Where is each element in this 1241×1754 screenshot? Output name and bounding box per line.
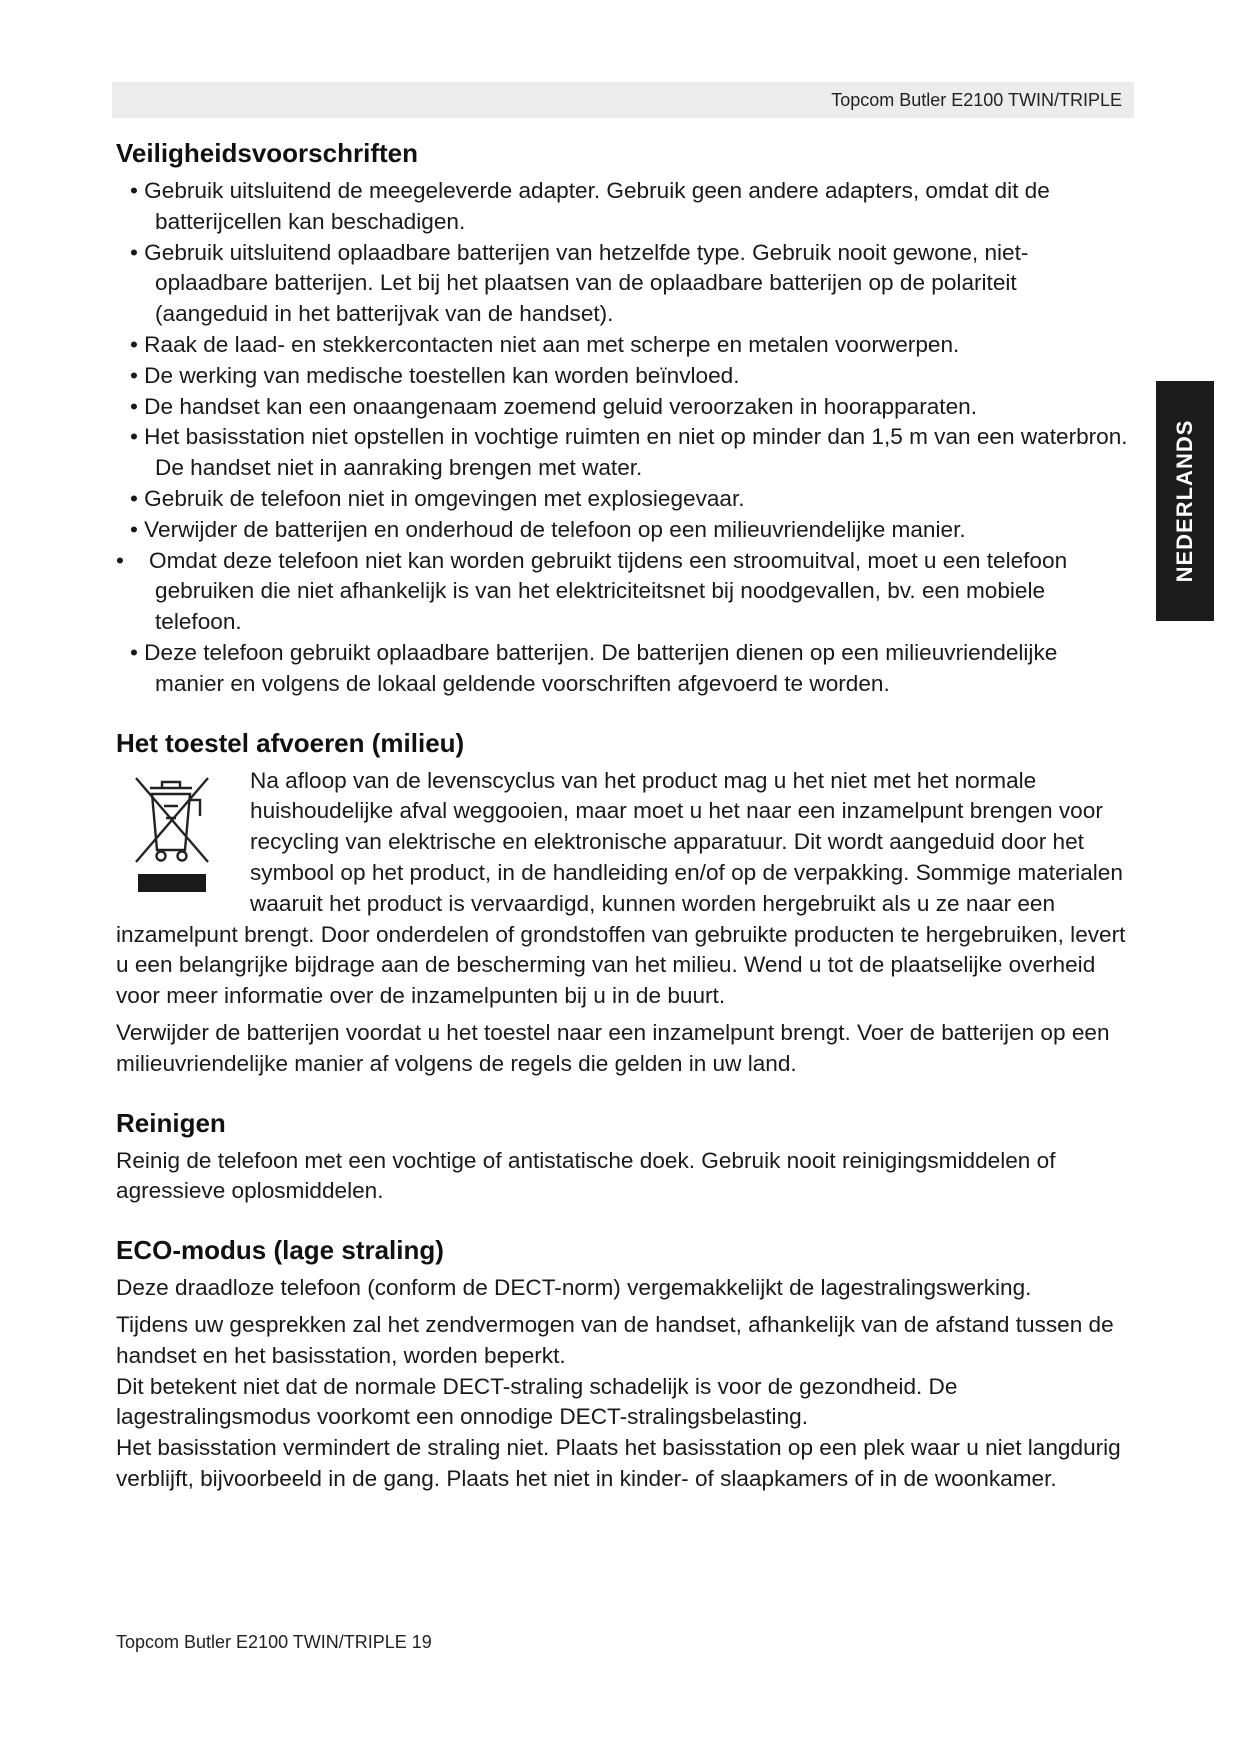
eco-paragraph-1: Deze draadloze telefoon (conform de DECT-norm) vergemakkelijkt de lagestralingswerking. [116,1275,1032,1301]
eco-paragraph-4: Het basisstation vermindert de straling niet. Plaats het basisstation op een plek waar u niet langdurig verblijft, bijvoorbeeld in de gang. Plaats het niet in kinder- of slaapkamers of in de woonkamer. [116,1435,1121,1491]
cleaning-title: Reinigen [116,1107,226,1138]
safety-item: • Het basisstation niet opstellen in vochtige ruimten en niet op minder dan 1,5 m van een waterbron. De handset niet in aanraking brengen met water. [130,424,1128,481]
safety-list [116,176,1132,700]
disposal-title: Het toestel afvoeren (milieu) [116,727,465,758]
safety-item: • Omdat deze telefoon niet kan worden gebruikt tijdens een stroomuitval, moet u een telefoon gebruiken die niet afhankelijk is van het elektriciteitsnet bij noodgevallen, bv. een mobiele telefoon. [116,547,1074,635]
crossed-out-wheelie-bin-icon [116,766,226,901]
safety-item: • Gebruik uitsluitend de meegeleverde adapter. Gebruik geen andere adapters, omdat dit de batterijcellen kan beschadigen. [130,178,1050,234]
cleaning-section [116,1106,1132,1208]
disposal-paragraph-1: Na afloop van de levenscyclus van het product mag u het niet met het normale huishoudelijke afval weggooien, maar moet u het naar een inzamelpunt brengen voor recycling van elektrische en elektronische apparatuur. Dit wordt aangeduid door het symbool op het product, in de handleiding en/of op de verpakking. Sommige materialen waaruit het product is vervaardigd, kunnen worden hergebruikt als u ze naar een inzamelpunt brengt. Door onderdelen of grondstoffen van gebruikte producten te hergebruiken, levert u een belangrijke bijdrage aan de bescherming van het milieu. Wend u tot de plaatselijke overheid voor meer informatie over de inzamelpunten bij u in de buurt. [116,767,1126,1009]
safety-item: • De handset kan een onaangenaam zoemend geluid veroorzaken in hoorapparaten. [130,393,977,419]
safety-item: • De werking van medische toestellen kan worden beïnvloed. [130,362,740,388]
safety-section [116,136,1132,700]
eco-title: ECO-modus (lage straling) [116,1235,444,1266]
language-tab-label: NEDERLANDS [1172,419,1197,583]
disposal-block [116,766,1132,1080]
disposal-paragraph-2: Verwijder de batterijen voordat u het toestel naar een inzamelpunt brengt. Voer de batterijen op een milieuvriendelijke manier af volgens de regels die gelden in uw land. [116,1019,1110,1076]
footer-product: Topcom Butler E2100 TWIN/TRIPLE [116,1632,407,1652]
cleaning-paragraph: Reinig de telefoon met een vochtige of antistatische doek. Gebruik nooit reinigingsmiddelen of agressieve oplosmiddelen. [116,1147,1056,1204]
page-footer [116,1632,432,1653]
safety-item: • Gebruik uitsluitend oplaadbare batterijen van hetzelfde type. Gebruik nooit gewone, niet-oplaadbare batterijen. Let bij het plaatsen van de oplaadbare batterijen op de polariteit (aangeduid in het batterijvak van de handset). [130,239,1029,327]
safety-item: • Verwijder de batterijen en onderhoud de telefoon op een milieuvriendelijke manier. [130,516,966,542]
safety-item: • Raak de laad- en stekkercontacten niet aan met scherpe en metalen voorwerpen. [130,331,960,357]
eco-section [116,1233,1132,1495]
safety-title: Veiligheidsvoorschriften [116,138,418,168]
page-header [112,82,1134,118]
safety-item: • Gebruik de telefoon niet in omgevingen met explosiegevaar. [130,485,745,511]
header-title: Topcom Butler E2100 TWIN/TRIPLE [831,90,1122,110]
language-tab [1156,381,1214,621]
eco-paragraph-2: Tijdens uw gesprekken zal het zendvermogen van de handset, afhankelijk van de afstand tussen de handset en het basisstation, worden beperkt. [116,1311,1114,1368]
page-content [116,136,1132,1495]
eco-paragraph-3: Dit betekent niet dat de normale DECT-straling schadelijk is voor de gezondheid. De lagestralingsmodus voorkomt een onnodige DECT-stralingsbelasting. [116,1373,958,1430]
safety-item: • Deze telefoon gebruikt oplaadbare batterijen. De batterijen dienen op een milieuvriendelijke manier en volgens de lokaal geldende voorschriften afgevoerd te worden. [130,639,1058,696]
footer-page-number: 19 [411,1632,432,1652]
disposal-section [116,726,1132,1080]
